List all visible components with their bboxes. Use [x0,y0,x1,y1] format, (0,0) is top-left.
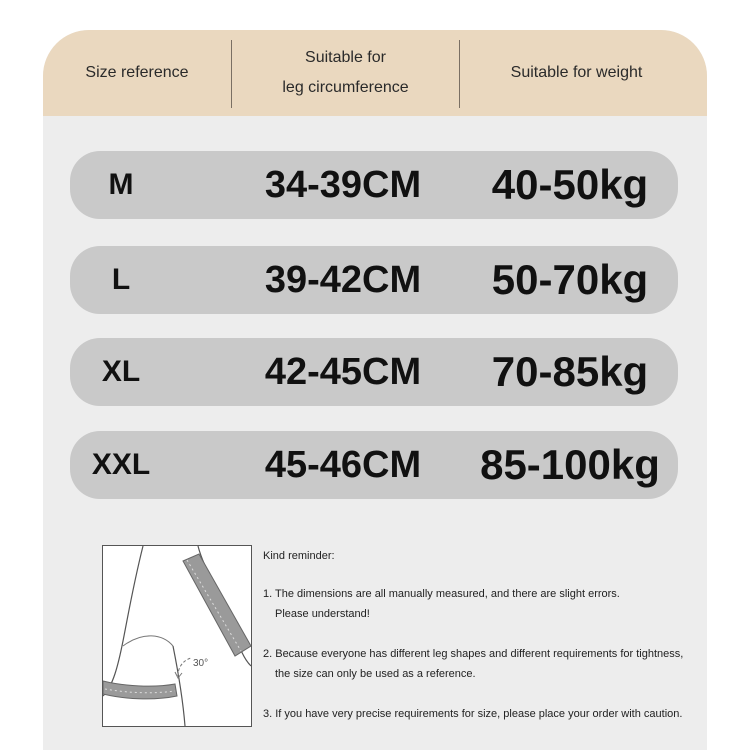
reminder-item-2-cont: the size can only be used as a reference. [275,668,476,680]
header-weight [460,30,693,116]
row-weight: 85-100kg [480,441,660,488]
reminder-item-2: 2. Because everyone has different leg shapes and different requirements for tightness, [263,648,684,660]
row-leg: 34-39CM [264,163,422,206]
reminder-item-1: 1. The dimensions are all manually measured, and there are slight errors. [263,588,620,600]
row-weight: 50-70kg [491,256,649,303]
size-row-m [70,151,678,219]
knee-measurement-diagram [102,545,252,727]
row-size: L [111,263,131,296]
angle-label: 30° [193,658,209,669]
row-size: M [108,168,134,201]
header-size-reference-label: Size reference [85,64,189,81]
header-size-reference [43,30,231,116]
row-leg: 42-45CM [264,350,422,393]
knee-illustration-icon [103,546,251,726]
size-row-l [70,246,678,314]
header-leg-circumference [232,30,459,116]
size-row-xl [70,338,678,406]
row-leg: 45-46CM [264,443,422,486]
size-chart-header [43,30,707,116]
reminder-title: Kind reminder: [263,550,335,562]
size-row-xxl [70,431,678,499]
row-weight: 40-50kg [491,161,649,208]
reminder-item-1-cont: Please understand! [275,608,370,620]
row-leg: 39-42CM [264,258,422,301]
row-size: XL [101,355,141,388]
header-weight-label: Suitable for weight [510,64,643,81]
row-weight: 70-85kg [491,348,649,395]
row-size: XXL [91,448,151,481]
header-leg-line1: Suitable for [305,49,386,66]
kind-reminder [263,546,708,724]
reminder-item-3: 3. If you have very precise requirements for size, please place your order with caution. [263,708,683,720]
header-leg-line2: leg circumference [282,79,409,96]
